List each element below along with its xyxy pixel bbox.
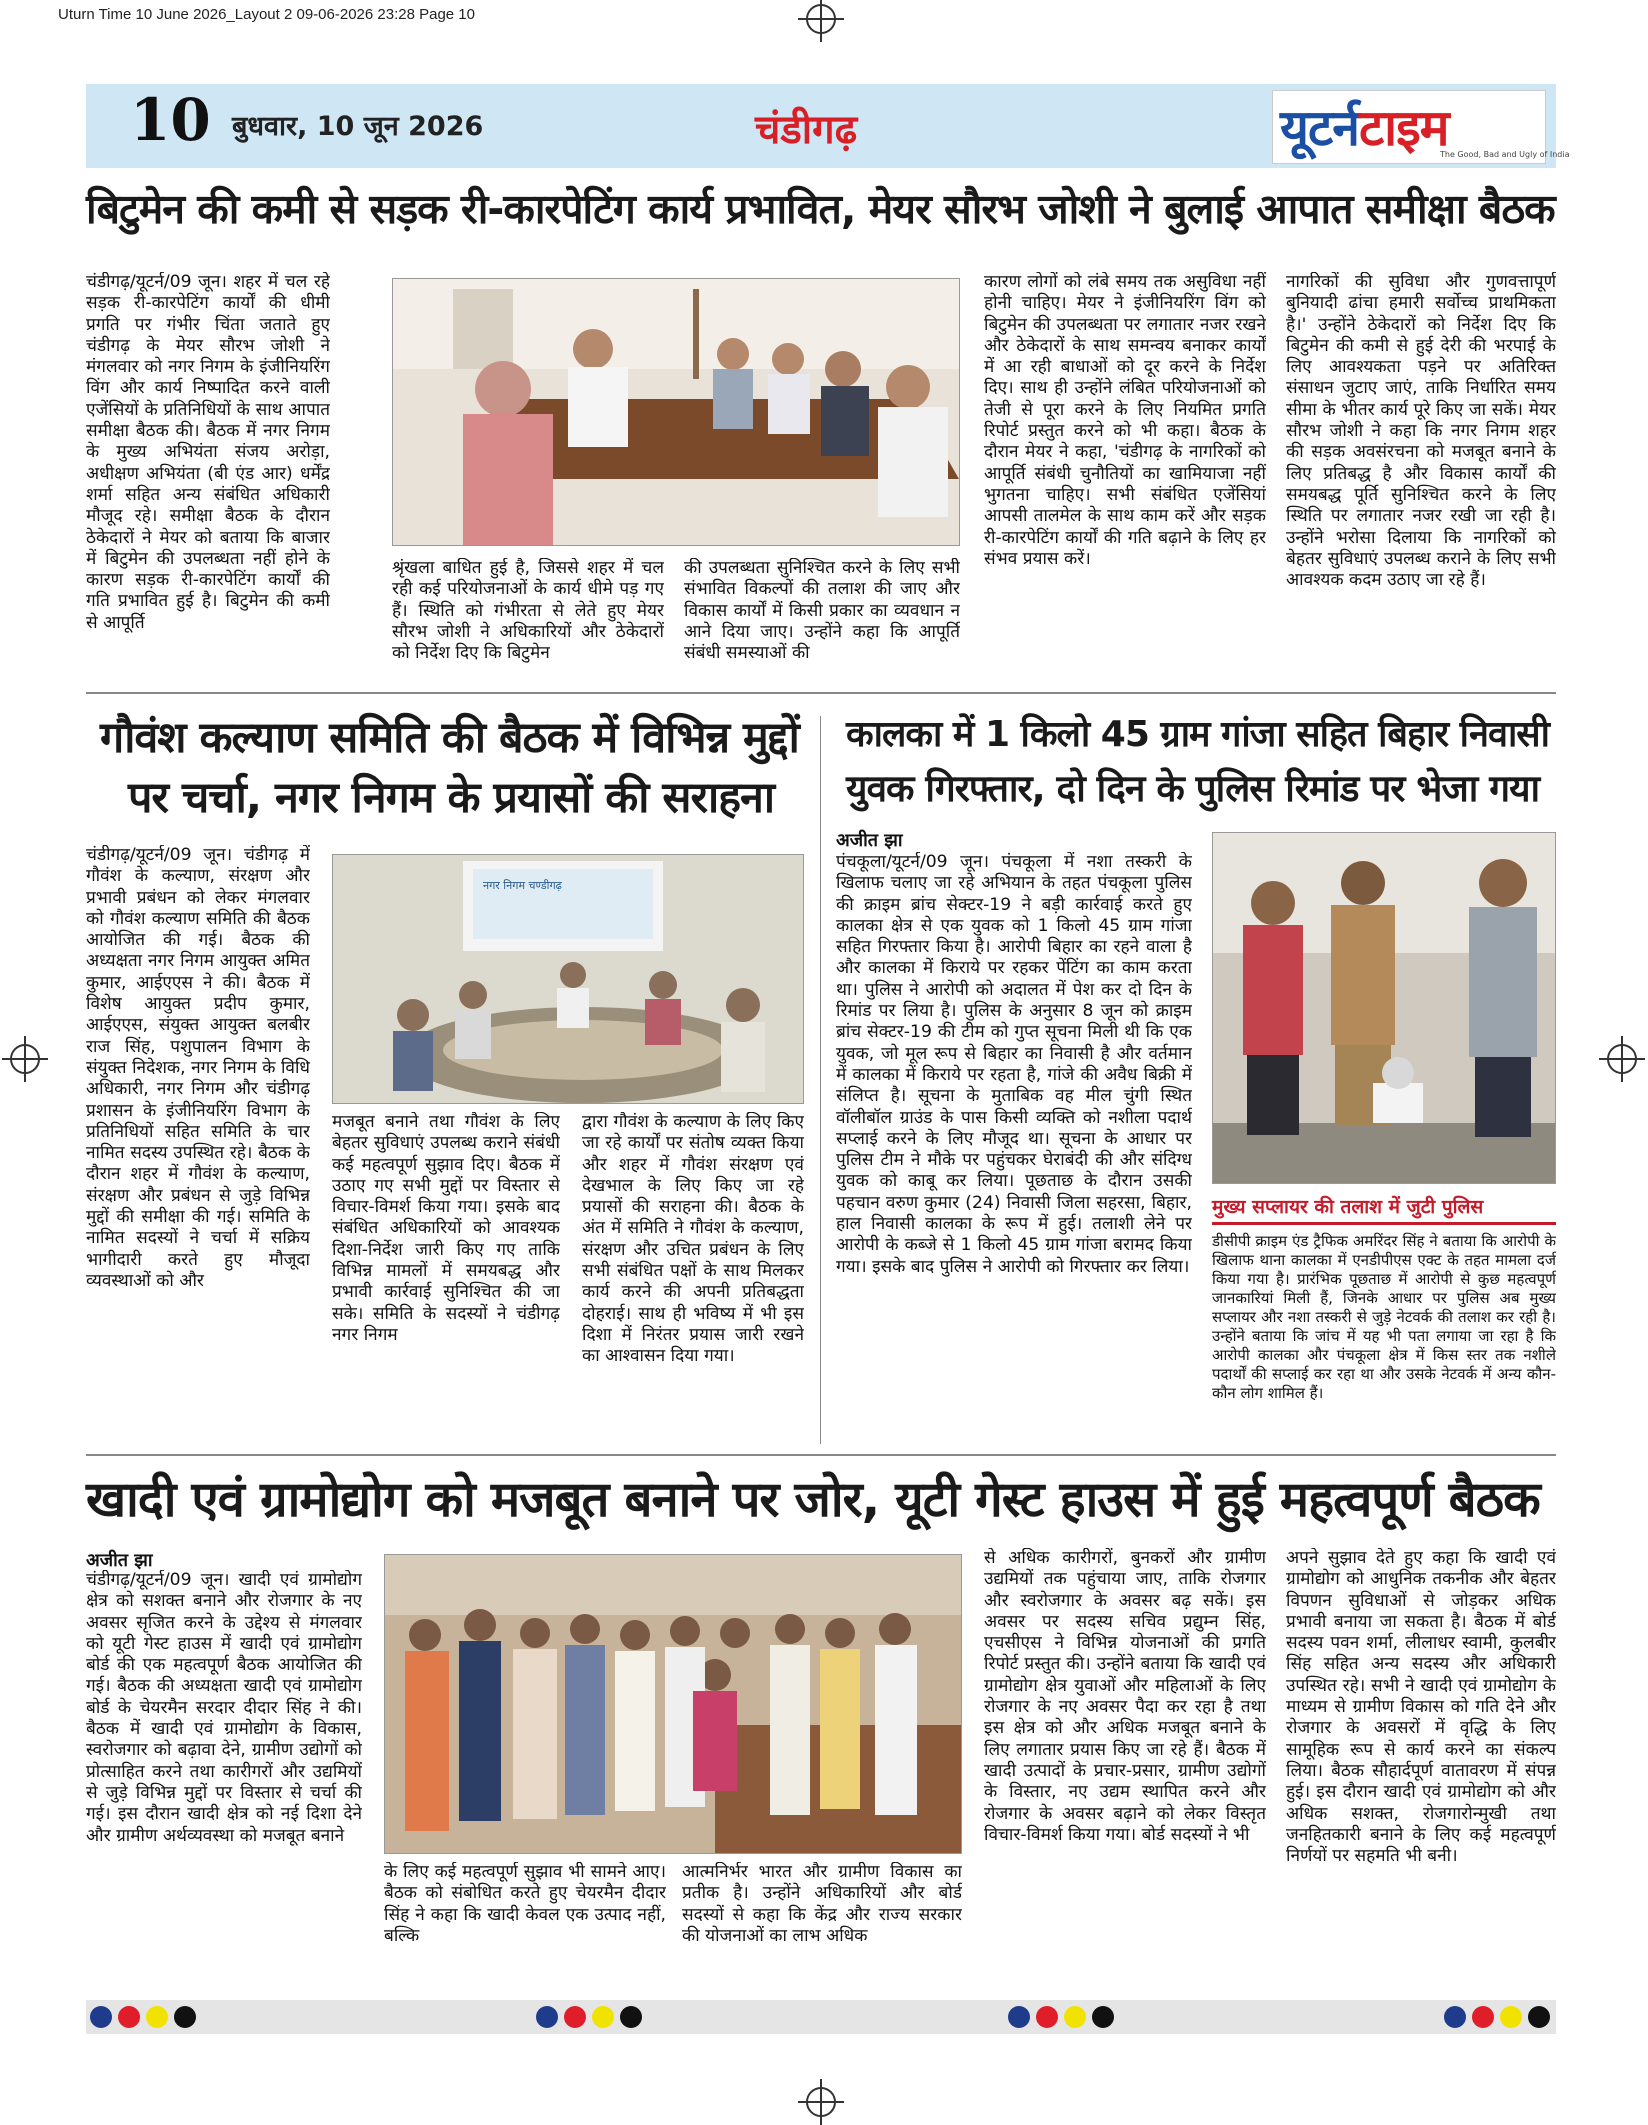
article1-col2: श्रृंखला बाधित हुई है, जिससे शहर में चल रही कई परियोजनाओं के कार्य धीमे पड़ गए हैं। स्थिति को गंभीरता से लेते हुए मेयर सौरभ जोशी ने अधिकारियों और ठेकेदारों को निर्देश दिए कि बिटुमेन [392,558,664,664]
article4-col1: चंडीगढ़/यूटर्न/09 जून। खादी एवं ग्रामोद्योग क्षेत्र को सशक्त बनाने और रोजगार के नए अवसर सृजित करने के उद्देश्य से मंगलवार को यूटी गेस्ट हाउस में खादी एवं ग्रामोद्योग बोर्ड की एक महत्वपूर्ण बैठक आयोजित की गई। बैठक की अध्यक्षता खादी एवं ग्रामोद्योग बोर्ड के चेयरमैन सरदार दीदार सिंह ने की। बैठक में खादी एवं ग्रामोद्योग के विकास, स्वरोजगार को बढ़ावा देने, ग्रामीण उद्योगों को प्रोत्साहित करने तथा कारीगरों और उद्यमियों से जुड़े विभिन्न मुद्दों पर विस्तार से चर्चा की गई। इस दौरान खादी क्षेत्र को नई दिशा देने और ग्रामीण अर्थव्यवस्था को मजबूत बनाने [86,1570,362,1846]
article4-col4: से अधिक कारीगरों, बुनकरों और ग्रामीण उद्यमियों तक पहुंचाया जाए, ताकि रोजगार और स्वरोजगार के अवसर बढ़ सकें। इस अवसर पर सदस्य सचिव प्रद्युम्न सिंह, एचसीएस ने विभिन्न योजनाओं की प्रगति रिपोर्ट प्रस्तुत की। उन्होंने बताया कि खादी एवं ग्रामोद्योग क्षेत्र युवाओं और महिलाओं के लिए रोजगार के नए अवसर पैदा कर रहा है तथा इस क्षेत्र को और अधिक मजबूत बनाने के लिए लगातार प्रयास किए जा रहे हैं। बैठक में खादी उत्पादों के प्रचार-प्रसार, ग्रामीण उद्योगों के विस्तार, नए उद्यम स्थापित करने और रोजगार के अवसर बढ़ाने को लेकर विस्तृत विचार-विमर्श किया गया। बोर्ड सदस्यों ने भी [984,1548,1266,1845]
article2-col1: चंडीगढ़/यूटर्न/09 जून। चंडीगढ़ में गौवंश के कल्याण, संरक्षण और प्रभावी प्रबंधन को लेकर मंगलवार को गौवंश कल्याण समिति की बैठक आयोजित की गई। बैठक की अध्यक्षता नगर निगम आयुक्त अमित कुमार, आईएएस ने की। बैठक में विशेष आयुक्त प्रदीप कुमार, आईएएस, संयुक्त आयुक्त बलबीर राज सिंह, पशुपालन विभाग के संयुक्त निदेशक, नगर निगम के विधि अधिकारी, नगर निगम और चंडीगढ़ प्रशासन के इंजीनियरिंग विभाग के प्रतिनिधियों सहित समिति के चार नामित सदस्य उपस्थित रहे। बैठक के दौरान शहर में गौवंश के कल्याण, संरक्षण और प्रबंधन से जुड़े विभिन्न मुद्दों की समीक्षा की गई। समिति के नामित सदस्यों ने चर्चा में सक्रिय भागीदारी करते हुए मौजूदा व्यवस्थाओं को और [86,845,310,1291]
color-dots-2 [536,2006,642,2028]
article2-headline-line2: पर चर्चा, नगर निगम के प्रयासों की सराहना [128,773,775,823]
article2-col2: मजबूत बनाने तथा गौवंश के लिए बेहतर सुविधाएं उपलब्ध कराने संबंधी कई महत्वपूर्ण सुझाव दिए। बैठक में उठाए गए सभी मुद्दों पर विस्तार से विचार-विमर्श किया गया। इसके बाद संबंधित अधिकारियों को आवश्यक दिशा-निर्देश जारी किए गए ताकि विभिन्न मामलों में समयबद्ध और प्रभावी कार्रवाई सुनिश्चित की जा सके। समिति के सदस्यों ने चंडीगढ़ नगर निगम [332,1112,560,1345]
color-dots-4 [1444,2006,1550,2028]
color-dots-1 [90,2006,196,2028]
article1-col4: कारण लोगों को लंबे समय तक असुविधा नहीं होनी चाहिए। मेयर ने इंजीनियरिंग विंग को बिटुमेन की उपलब्धता पर लगातार नजर रखने और ठेकेदारों के साथ समन्वय बनाकर कार्यों में आ रही बाधाओं को दूर करने के निर्देश दिए। साथ ही उन्होंने लंबित परियोजनाओं को तेजी से पूरा करने के लिए नियमित प्रगति रिपोर्ट प्रस्तुत करने को भी कहा। बैठक के दौरान मेयर ने कहा, 'चंडीगढ़ के नागरिकों को आपूर्ति संबंधी चुनौतियों का खामियाजा नहीं भुगतना चाहिए। सभी संबंधित एजेंसियां आपसी तालमेल के साथ काम करें और सड़क री-कारपेटिंग कार्यों की गति बढ़ाने के लिए हर संभव प्रयास करें। [984,272,1266,569]
article4-headline: खादी एवं ग्रामोद्योग को मजबूत बनाने पर जोर, यूटी गेस्ट हाउस में हुई महत्वपूर्ण बैठक [86,1471,1540,1528]
article3-headline-line1: कालका में 1 किलो 45 ग्राम गांजा सहित बिहार निवासी [846,714,1549,755]
article4-photo [384,1554,962,1854]
article2-col3: द्वारा गौवंश के कल्याण के लिए किए जा रहे कार्यों पर संतोष व्यक्त किया और शहर में गौवंश संरक्षण एवं देखभाल के लिए किए जा रहे प्रयासों की सराहना की। बैठक के अंत में समिति ने गौवंश के कल्याण, संरक्षण और उचित प्रबंधन के लिए सभी संबंधित पक्षों के साथ मिलकर कार्य करने की अपनी प्रतिबद्धता दोहराई। साथ ही भविष्य में भी इस दिशा में निरंतर प्रयास जारी रखने का आश्वासन दिया गया। [582,1112,804,1367]
divider-rule [86,1454,1556,1456]
section-title: चंडीगढ़ [755,107,858,153]
registration-mark-top [806,4,836,34]
article3-headline-line2: युवक गिरफ्तार, दो दिन के पुलिस रिमांड पर भेजा गया [846,767,1540,810]
article4-col2: के लिए कई महत्वपूर्ण सुझाव भी सामने आए। बैठक को संबोधित करते हुए चेयरमैन दीदार सिंह ने कहा कि खादी केवल एक उत्पाद नहीं, बल्कि [384,1862,666,1946]
article4-col5: अपने सुझाव देते हुए कहा कि खादी एवं ग्रामोद्योग को आधुनिक तकनीक और बेहतर विपणन सुविधाओं से जोड़कर अधिक प्रभावी बनाया जा सकता है। बैठक में बोर्ड सदस्य पवन शर्मा, लीलाधर स्वामी, कुलबीर सिंह सहित अन्य सदस्य और अधिकारी उपस्थित रहे। सभी ने खादी एवं ग्रामोद्योग के माध्यम से ग्रामीण विकास को गति देने और रोजगार के अवसरों में वृद्धि के लिए सामूहिक रूप से कार्य करने का संकल्प लिया। बैठक सौहार्दपूर्ण वातावरण में संपन्न हुई। इस दौरान खादी एवं ग्रामोद्योग को और अधिक सशक्त, रोजगारोन्मुखी तथा जनहितकारी बनाने के लिए कई महत्वपूर्ण निर्णयों पर सहमति भी बनी। [1286,1548,1556,1867]
article3-byline: अजीत झा [836,830,903,851]
logo-tagline: The Good, Bad and Ugly of India [1440,150,1570,159]
color-dots-3 [1008,2006,1114,2028]
registration-mark-bottom [806,2087,836,2117]
registration-mark-right [1607,1044,1637,1074]
logo-text: यूटर्नटाइम [1280,99,1449,157]
article3-caption-title: मुख्य सप्लायर की तलाश में जुटी पुलिस [1212,1192,1556,1225]
column-divider [820,716,821,1444]
article1-col1: चंडीगढ़/यूटर्न/09 जून। शहर में चल रहे सड़क री-कारपेटिंग कार्यों की धीमी प्रगति पर गंभीर चिंता जताते हुए चंडीगढ़ के मेयर सौरभ जोशी ने मंगलवार को नगर निगम के इंजीनियरिंग विंग और कार्य निष्पादित करने वाली एजेंसियों के प्रतिनिधियों के साथ आपात समीक्षा बैठक की। बैठक में नगर निगम के मुख्य अभियंता संजय अरोड़ा, अधीक्षण अभियंता (बी एंड आर) धर्मेंद्र शर्मा सहित अन्य संबंधित अधिकारी मौजूद रहे। समीक्षा बैठक के दौरान ठेकेदारों ने मेयर को बताया कि बाजार में बिटुमेन की उपलब्धता नहीं होने के कारण सड़क री-कारपेटिंग कार्यों की गति प्रभावित हुई है। बिटुमेन की कमी से आपूर्ति [86,272,330,633]
page-date: बुधवार, 10 जून 2026 [232,111,484,142]
article1-photo [392,278,960,546]
article3-photo [1212,832,1556,1184]
article4-col3: आत्मनिर्भर भारत और ग्रामीण विकास का प्रतीक है। उन्होंने अधिकारियों और बोर्ड सदस्यों से कहा कि केंद्र और राज्य सरकार की योजनाओं का लाभ अधिक [682,1862,962,1946]
article1-col3: की उपलब्धता सुनिश्चित करने के लिए सभी संभावित विकल्पों की तलाश की जाए और विकास कार्यों में किसी प्रकार का व्यवधान न आने दिया जाए। उन्होंने कहा कि आपूर्ति संबंधी समस्याओं की [684,558,960,664]
article1-col5: नागरिकों की सुविधा और गुणवत्तापूर्ण बुनियादी ढांचा हमारी सर्वोच्च प्राथमिकता है।' उन्होंने ठेकेदारों को निर्देश दिए कि बिटुमेन की कमी से हुई देरी की भरपाई के लिए आवश्यकता पड़ने पर अतिरिक्त संसाधन जुटाए जाएं, ताकि निर्धारित समय सीमा के भीतर कार्य पूरे किए जा सकें। मेयर सौरभ जोशी ने कहा कि नगर निगम शहर की सड़क अवसंरचना को मजबूत बनाने के लिए प्रतिबद्ध है और विकास कार्यों की समयबद्ध पूर्ति सुनिश्चित करने के लिए स्थिति पर लगातार नजर रखी जा रही है। उन्होंने भरोसा दिलाया कि नागरिकों को बेहतर सुविधाएं उपलब्ध कराने के लिए सभी आवश्यक कदम उठाए जा रहे हैं। [1286,272,1556,591]
print-slug: Uturn Time 10 June 2026_Layout 2 09-06-2026 23:28 Page 10 [58,6,475,23]
article3-caption-body: डीसीपी क्राइम एंड ट्रैफिक अमरिंदर सिंह ने बताया कि आरोपी के खिलाफ थाना कालका में एनडीपीएस एक्ट के तहत मामला दर्ज किया गया है। प्रारंभिक पूछताछ में आरोपी से कुछ महत्वपूर्ण जानकारियां मिली हैं, जिनके आधार पर पुलिस अब मुख्य सप्लायर और नशा तस्करी से जुड़े नेटवर्क की तलाश कर रही है। उन्होंने बताया कि जांच में यह भी पता लगाया जा रहा है कि आरोपी कालका और पंचकूला क्षेत्र में किस स्तर तक नशीले पदार्थों की सप्लाई कर रहा था और उसके नेटवर्क में अन्य कौन-कौन लोग शामिल हैं। [1212,1232,1556,1402]
article3-body: पंचकूला/यूटर्न/09 जून। पंचकूला में नशा तस्करी के खिलाफ चलाए जा रहे अभियान के तहत पंचकूला पुलिस की क्राइम ब्रांच सेक्टर-19 ने बड़ी कार्रवाई करते हुए कालका क्षेत्र से एक युवक को 1 किलो 45 ग्राम गांजा सहित गिरफ्तार किया है। आरोपी बिहार का रहने वाला है और कालका में किराये पर रहकर पेंटिंग का काम करता था। पुलिस ने आरोपी को अदालत में पेश कर दो दिन के रिमांड पर लिया है। पुलिस के अनुसार 8 जून को क्राइम ब्रांच सेक्टर-19 की टीम को गुप्त सूचना मिली थी कि एक युवक, जो मूल रूप से बिहार का निवासी है और वर्तमान में कालका में किराये पर रहता है, गांजे की अवैध बिक्री में संलिप्त है। सूचना के मुताबिक वह मील चुंगी स्थित वॉलीबॉल ग्राउंड के पास किसी व्यक्ति को नशीला पदार्थ सप्लाई करने के लिए मौजूद था। सूचना के आधार पर पुलिस टीम ने मौके पर पहुंचकर घेराबंदी की और संदिग्ध युवक को काबू कर लिया। पूछताछ के दौरान उसकी पहचान वरुण कुमार (24) निवासी जिला सहरसा, बिहार, हाल निवासी कालका के रूप में हुई। तलाशी लेने पर आरोपी के कब्जे से 1 किलो 45 ग्राम गांजा बरामद किया गया। इसके बाद पुलिस ने आरोपी को गिरफ्तार कर लिया। [836,852,1192,1277]
article2-headline-line1: गौवंश कल्याण समिति की बैठक में विभिन्न मुद्दों [100,713,799,763]
registration-mark-left [10,1044,40,1074]
article1-headline: बिटुमेन की कमी से सड़क री-कारपेटिंग कार्य प्रभावित, मेयर सौरभ जोशी ने बुलाई आपात समीक्षा बैठक [86,185,1555,233]
page-number: 10 [130,86,211,154]
article2-photo [332,854,804,1104]
svg-text:नगर निगम चण्डीगढ़: नगर निगम चण्डीगढ़ [483,879,562,892]
article4-byline: अजीत झा [86,1550,153,1571]
footer-color-bar [86,2000,1556,2034]
divider-rule [86,692,1556,694]
